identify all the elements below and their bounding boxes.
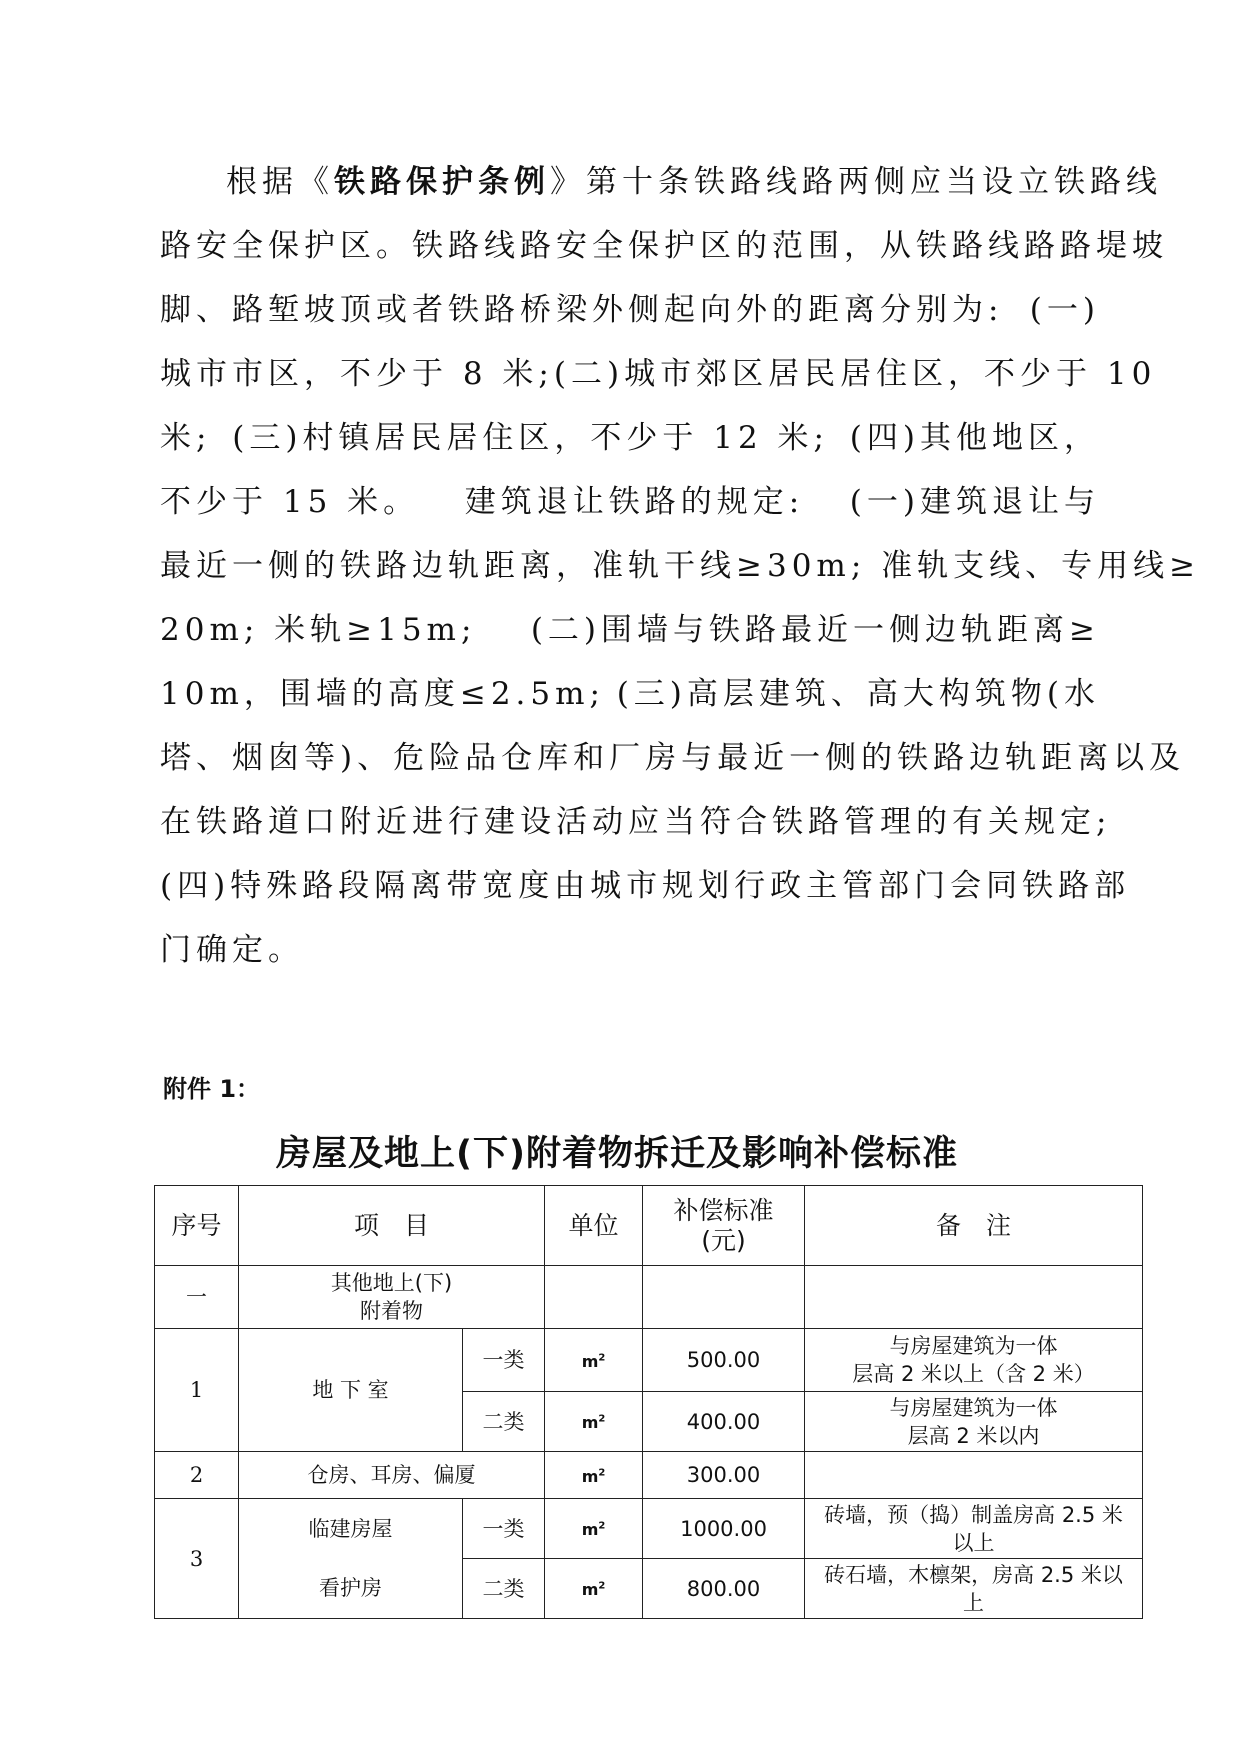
header-item: 项 目 <box>239 1186 545 1266</box>
row-class: 二类 <box>463 1392 545 1452</box>
paragraph-line-12: (四)特殊路段隔离带宽度由城市规划行政主管部门会同铁路部 <box>160 868 1131 904</box>
row-remark: 与房屋建筑为一体 层高 2 米以上（含 2 米） <box>805 1329 1143 1392</box>
header-unit: 单位 <box>545 1186 643 1266</box>
section-item: 其他地上(下) 附着物 <box>239 1266 545 1329</box>
row-item: 临建房屋 <box>239 1499 463 1559</box>
header-standard: 补偿标准 (元) <box>643 1186 805 1266</box>
paragraph-line-3: 脚、路堑坡顶或者铁路桥梁外侧起向外的距离分别为: (一) <box>160 292 1100 328</box>
row-unit: $m^2$ <box>545 1499 643 1559</box>
row-unit: $m^2$ <box>545 1452 643 1499</box>
row-item: 地 下 室 <box>239 1329 463 1452</box>
row-unit: $m^2$ <box>545 1392 643 1452</box>
paragraph-line-11: 在铁路道口附近进行建设活动应当符合铁路管理的有关规定; <box>160 804 1112 840</box>
paragraph-line-7: 最近一侧的铁路边轨距离，准轨干线≥30m; 准轨支线、专用线≥ <box>160 548 1201 584</box>
table-title: 房屋及地上(下)附着物拆迁及影响补偿标准 <box>276 1134 958 1174</box>
row-class: 一类 <box>463 1499 545 1559</box>
table-header-row <box>155 1186 1143 1266</box>
paragraph-line-2: 路安全保护区。铁路线路安全保护区的范围，从铁路线路路堤坡 <box>160 228 1168 264</box>
header-seq: 序号 <box>155 1186 239 1266</box>
header-remark: 备 注 <box>805 1186 1143 1266</box>
table-row <box>155 1452 1143 1499</box>
row-price: 300.00 <box>643 1452 805 1499</box>
paragraph-line-4: 城市市区，不少于 8 米; (二)城市郊区居民居住区，不少于 10 <box>160 356 1157 392</box>
paragraph-line-10: 塔、烟囱等)、危险品仓库和厂房与最近一侧的铁路边轨距离以及 <box>160 740 1186 776</box>
attachment-label: 附件 1： <box>163 1075 261 1103</box>
section-seq: 一 <box>155 1266 239 1329</box>
row-price: 1000.00 <box>643 1499 805 1559</box>
paragraph-line-9: 10m，围墙的高度≤2.5m; (三)高层建筑、高大构筑物(水 <box>160 676 1100 712</box>
row-price: 800.00 <box>643 1559 805 1619</box>
paragraph-line-5: 米; (三)村镇居民居住区，不少于 12 米; (四)其他地区， <box>160 420 1100 456</box>
row-seq: 2 <box>155 1452 239 1499</box>
row-unit: $m^2$ <box>545 1559 643 1619</box>
row-item: 看护房 <box>239 1559 463 1619</box>
paragraph-line-13: 门确定。 <box>160 932 304 968</box>
row-price: 400.00 <box>643 1392 805 1452</box>
regulation-name: 铁路保护条例 <box>334 164 550 200</box>
row-price: 500.00 <box>643 1329 805 1392</box>
regulation-paragraph <box>160 150 1201 982</box>
row-item: 仓房、耳房、偏厦 <box>239 1452 545 1499</box>
table-row <box>155 1266 1143 1329</box>
row-remark: 与房屋建筑为一体 层高 2 米以内 <box>805 1392 1143 1452</box>
row-remark: 砖墙，预（捣）制盖房高 2.5 米 以上 <box>805 1499 1143 1559</box>
paragraph-line-6: 不少于 15 米。 建筑退让铁路的规定: (一)建筑退让与 <box>160 484 1100 520</box>
table-row <box>155 1329 1143 1392</box>
table-row <box>155 1499 1143 1559</box>
row-class: 一类 <box>463 1329 545 1392</box>
row-seq: 3 <box>155 1499 239 1619</box>
table-row <box>155 1559 1143 1619</box>
paragraph-line-8: 20m; 米轨≥15m; (二)围墙与铁路最近一侧边轨距离≥ <box>160 612 1100 648</box>
row-remark: 砖石墙，木檩架，房高 2.5 米以 上 <box>805 1559 1143 1619</box>
row-class: 二类 <box>463 1559 545 1619</box>
row-seq: 1 <box>155 1329 239 1452</box>
compensation-table <box>154 1185 1143 1619</box>
paragraph-line-1: 根据《铁路保护条例》第十条铁路线路两侧应当设立铁路线 <box>226 164 1162 200</box>
row-unit: $m^2$ <box>545 1329 643 1392</box>
